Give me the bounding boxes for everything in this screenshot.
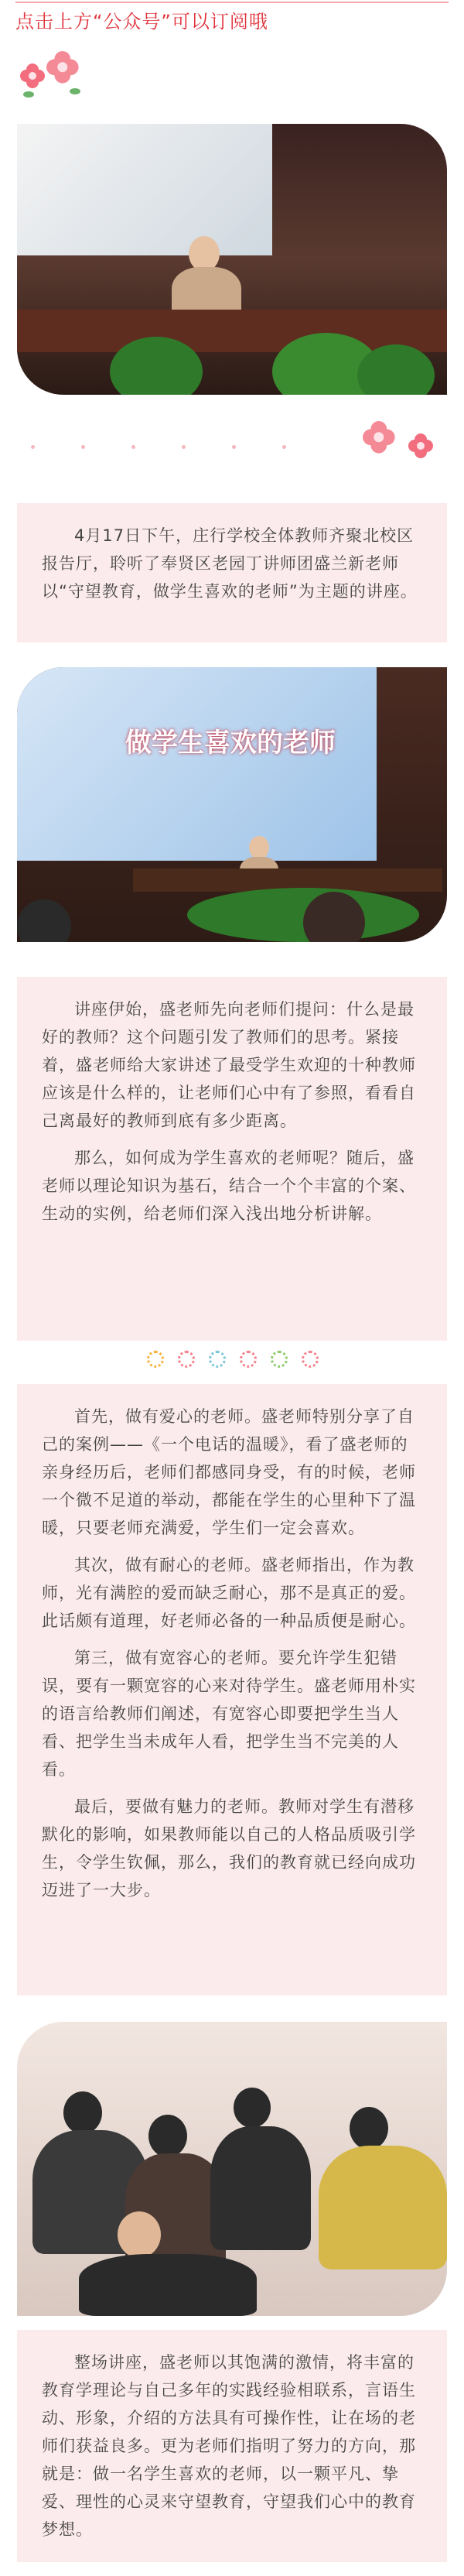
header-divider — [15, 2, 449, 3]
slide-title: 做学生喜欢的老师 — [125, 728, 336, 759]
dot-divider — [31, 445, 286, 449]
leaf-decoration — [23, 91, 34, 98]
content-paragraph: 首先，做有爱心的老师。盛老师特别分享了自己的案例——《一个电话的温暖》，看了盛老师的亲身经历后，老师们都感同身受，有的时候，老师一个微不足道的举动，都能在学生的心里种下了温暖，只要老师充满爱，学生们一定会喜欢。 — [42, 1407, 416, 1537]
lecture-photo-audience — [17, 2022, 447, 2316]
content-text-panel — [17, 977, 447, 1341]
summary-paragraph: 整场讲座，盛老师以其饱满的激情，将丰富的教育学理论与自己多年的实践经验相联系，言语生动、形象，介绍的方法具有可操作性，让在场的老师们获益良多。更为老师们指明了努力的方向，那就是：做一名学生喜欢的老师，以一颗平凡、挚爱、理性的心灵来守望教育，守望我们心中的教育梦想。 — [42, 2353, 416, 2539]
content-text-panel — [17, 1384, 447, 1995]
flower-decoration — [20, 63, 45, 88]
content-paragraph: 那么，如何成为学生喜欢的老师呢？随后，盛老师以理论知识为基石，结合一个个丰富的个案、生动的实例，给老师们深入浅出地分析讲解。 — [42, 1149, 416, 1223]
content-paragraph: 其次，做有耐心的老师。盛老师指出，作为教师，光有满腔的爱而缺乏耐心，那不是真正的爱。此话颇有道理，好老师必备的一种品质便是耐心。 — [42, 1556, 416, 1630]
intro-paragraph: 4月17日下午，庄行学校全体教师齐聚北校区报告厅，聆听了奉贤区老园丁讲师团盛兰新老师以“守望教育，做学生喜欢的老师”为主题的讲座。 — [42, 526, 418, 601]
content-paragraph: 讲座伊始，盛老师先向老师们提问：什么是最好的教师？这个问题引发了教师们的思考。紧接着，盛老师给大家讲述了最受学生欢迎的十种教师应该是什么样的，让老师们心中有了参照，看看自己离最好的教师到底有多少距离。 — [42, 1000, 416, 1130]
flower-decoration — [363, 421, 403, 461]
circle-decoration-row — [147, 1351, 319, 1368]
intro-text-panel — [17, 503, 447, 642]
content-paragraph: 第三，做有宽容心的老师。要允许学生犯错误，要有一颗宽容的心来对待学生。盛老师用朴实的语言给教师们阐述，有宽容心即要把学生当人看、把学生当未成年人看，把学生当不完美的人看。 — [42, 1649, 416, 1779]
flower-decoration — [46, 51, 87, 91]
lecture-photo-slide — [17, 667, 447, 942]
lecture-photo-speaker — [17, 124, 447, 395]
flower-decoration — [408, 433, 433, 458]
leaf-decoration — [70, 88, 80, 94]
content-paragraph: 最后，要做有魅力的老师。教师对学生有潜移默化的影响，如果教师能以自己的人格品质吸引学生，令学生钦佩，那么，我们的教育就已经向成功迈进了一大步。 — [42, 1797, 416, 1899]
summary-text-panel — [17, 2330, 447, 2562]
subscribe-prompt[interactable]: 点击上方“公众号”可以订阅哦 — [15, 11, 268, 33]
